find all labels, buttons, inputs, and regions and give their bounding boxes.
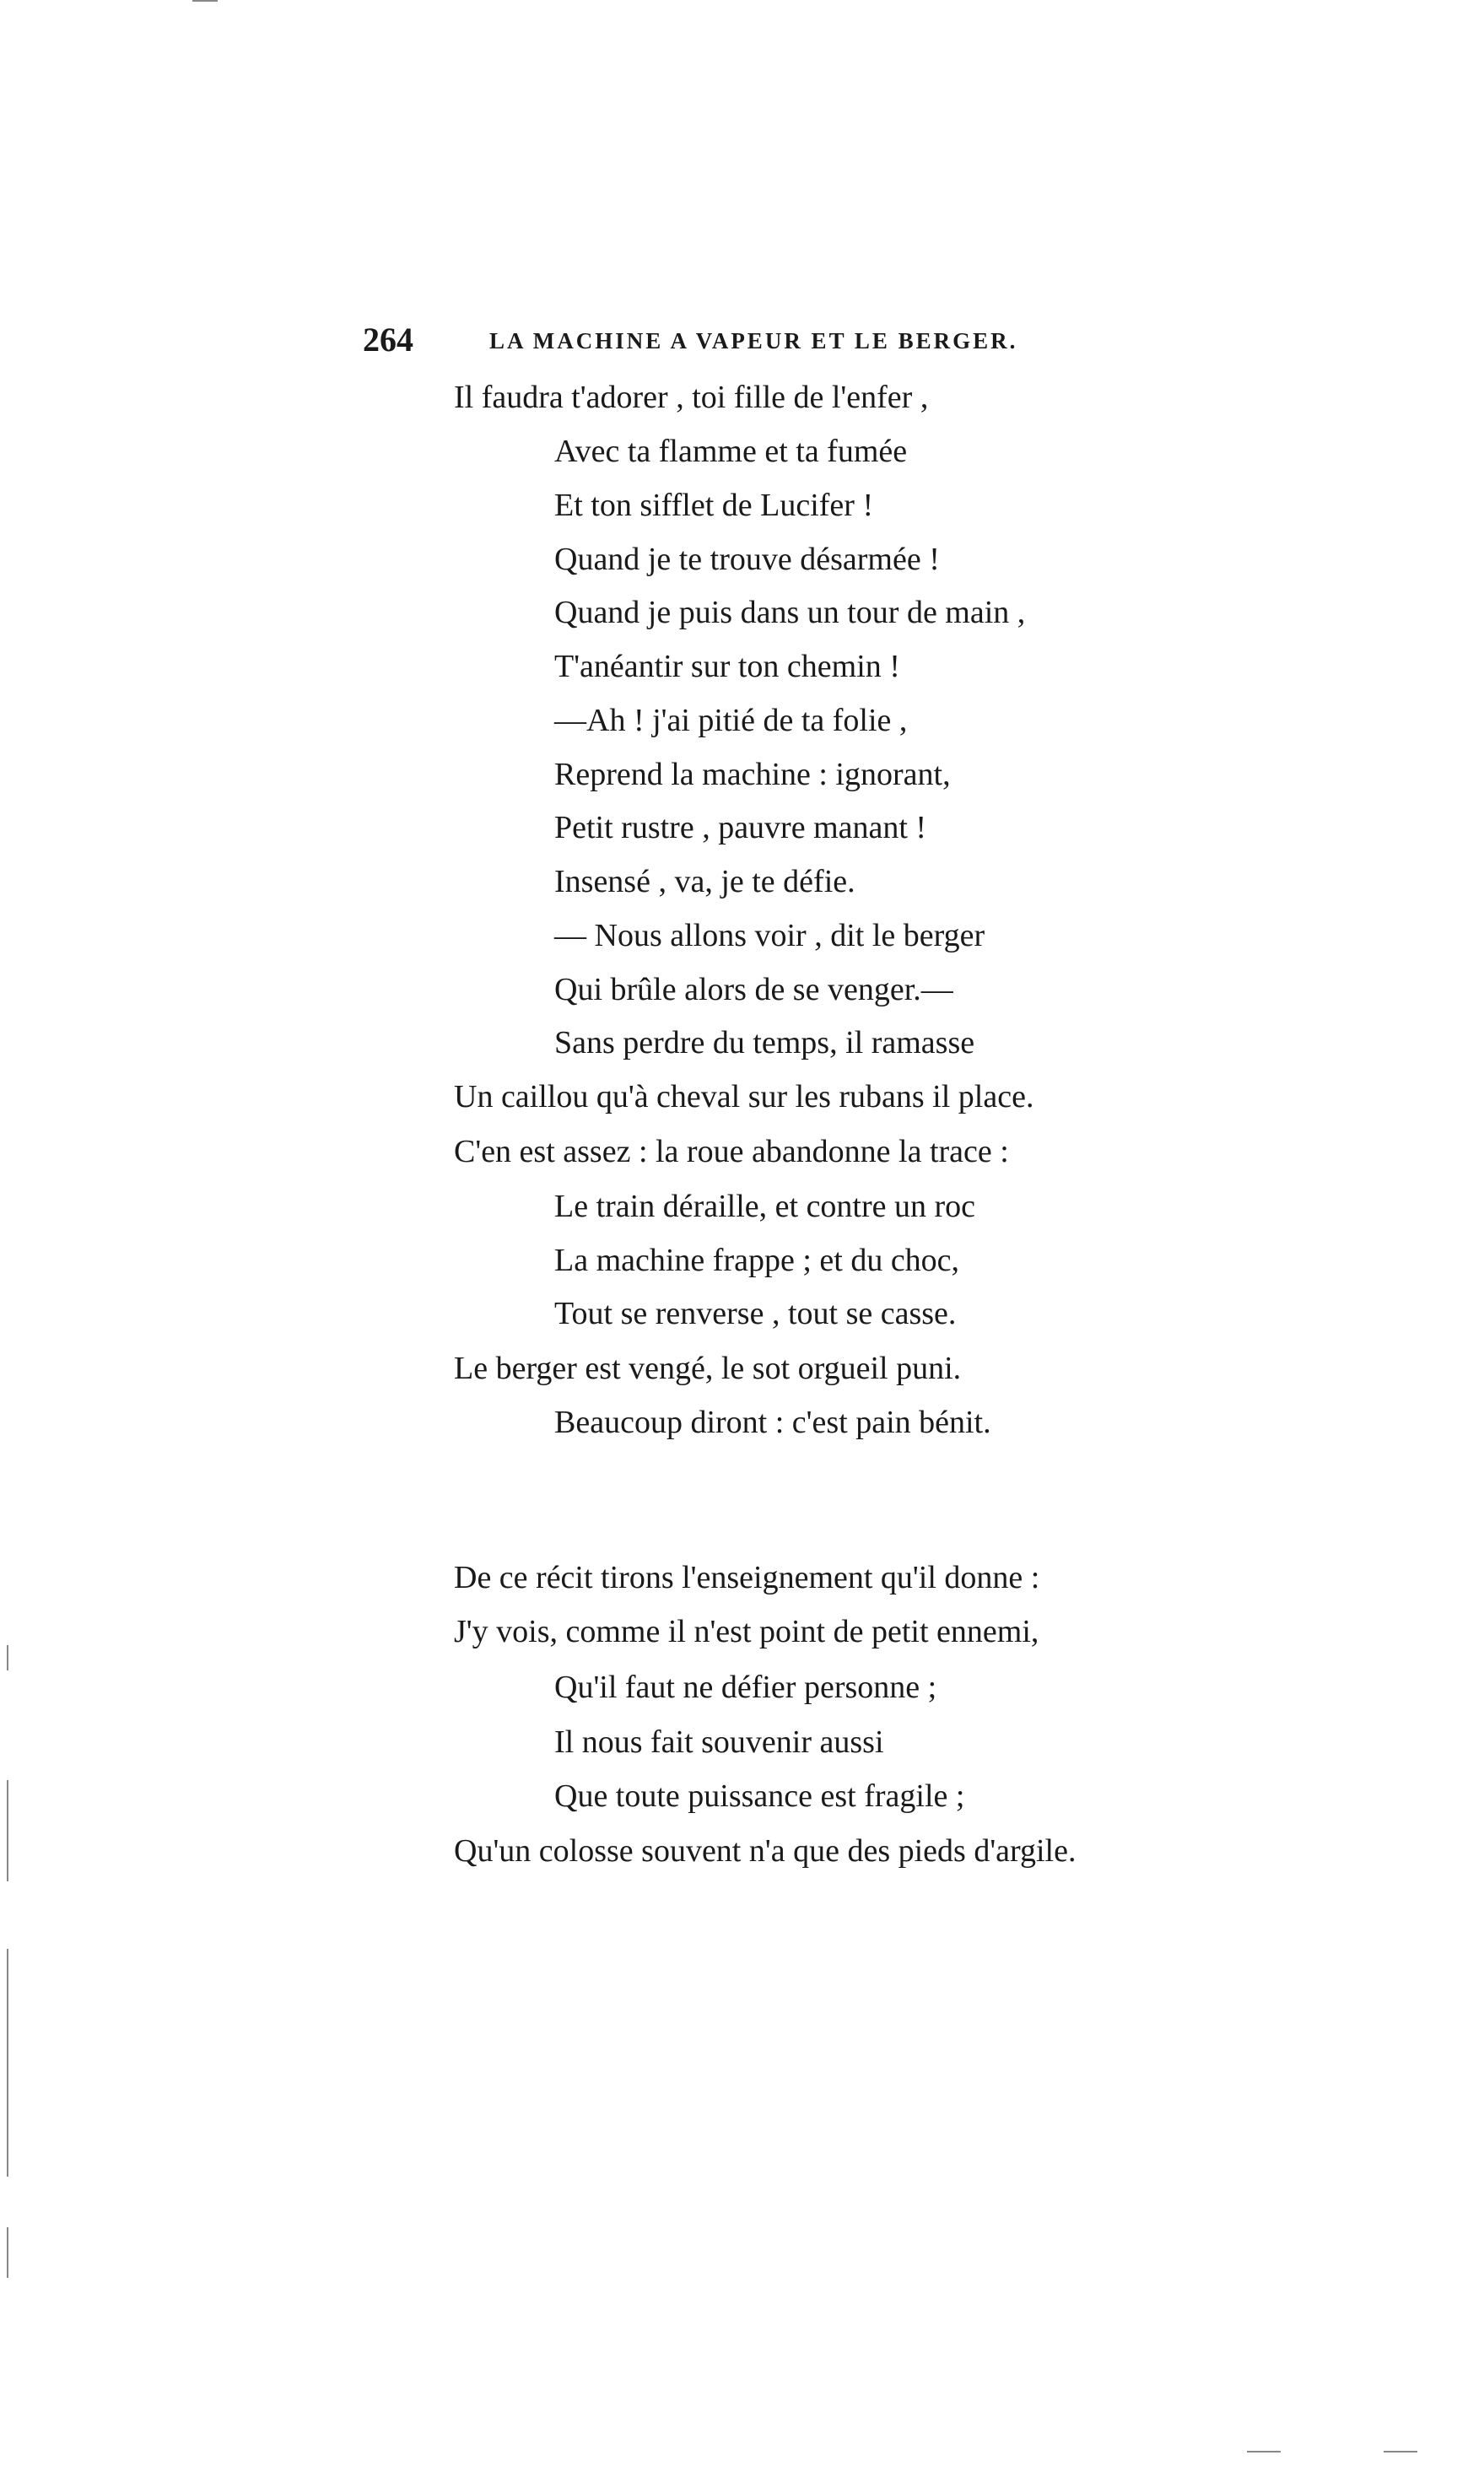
verse-line: Et ton sifflet de Lucifer ! [554,488,874,523]
scan-mark [192,0,218,2]
verse-line: Quand je te trouve désarmée ! [554,542,940,577]
verse-line: T'anéantir sur ton chemin ! [554,649,900,684]
verse-line: Le berger est vengé, le sot orgueil puni. [454,1351,962,1386]
verse-line: De ce récit tirons l'enseignement qu'il donne : [454,1560,1040,1595]
verse-line: Tout se renverse , tout se casse. [554,1296,957,1331]
scan-mark [1384,2451,1417,2453]
verse-line: Que toute puissance est fragile ; [554,1778,965,1814]
verse-line: —Ah ! j'ai pitié de ta folie , [554,703,908,738]
verse-line: Avec ta flamme et ta fumée [554,434,908,469]
scan-mark [7,1645,8,1670]
running-title: LA MACHINE A VAPEUR ET LE BERGER. [489,328,1018,353]
scan-mark [7,1780,8,1881]
verse-line: Qu'il faut ne défier personne ; [554,1670,937,1705]
verse-line: Un caillou qu'à cheval sur les rubans il place. [454,1079,1034,1114]
verse-line: Le train déraille, et contre un roc [554,1189,976,1224]
verse-line: Petit rustre , pauvre manant ! [554,810,927,845]
scan-mark [7,2227,8,2278]
verse-line: — Nous allons voir , dit le berger [554,918,985,953]
verse-line: Sans perdre du temps, il ramasse [554,1025,975,1060]
scan-mark [1247,2451,1281,2453]
verse-line: Il faudra t'adorer , toi fille de l'enfer , [454,380,929,415]
verse-line: J'y vois, comme il n'est point de petit ennemi, [454,1614,1039,1649]
verse-line: La machine frappe ; et du choc, [554,1243,960,1278]
page-header [363,319,1122,361]
verse-line: Quand je puis dans un tour de main , [554,595,1026,630]
verse-line: Insensé , va, je te défie. [554,864,855,899]
verse-line: Beaucoup diront : c'est pain bénit. [554,1405,991,1440]
page-number: 264 [363,321,413,359]
verse-line: Il nous fait souvenir aussi [554,1724,884,1760]
scan-mark [7,1949,8,2177]
verse-line: Qui brûle alors de se venger.— [554,972,953,1007]
verse-line: Reprend la machine : ignorant, [554,757,951,792]
verse-line: Qu'un colosse souvent n'a que des pieds d'argile. [454,1833,1077,1869]
verse-line: C'en est assez : la roue abandonne la trace : [454,1134,1009,1169]
